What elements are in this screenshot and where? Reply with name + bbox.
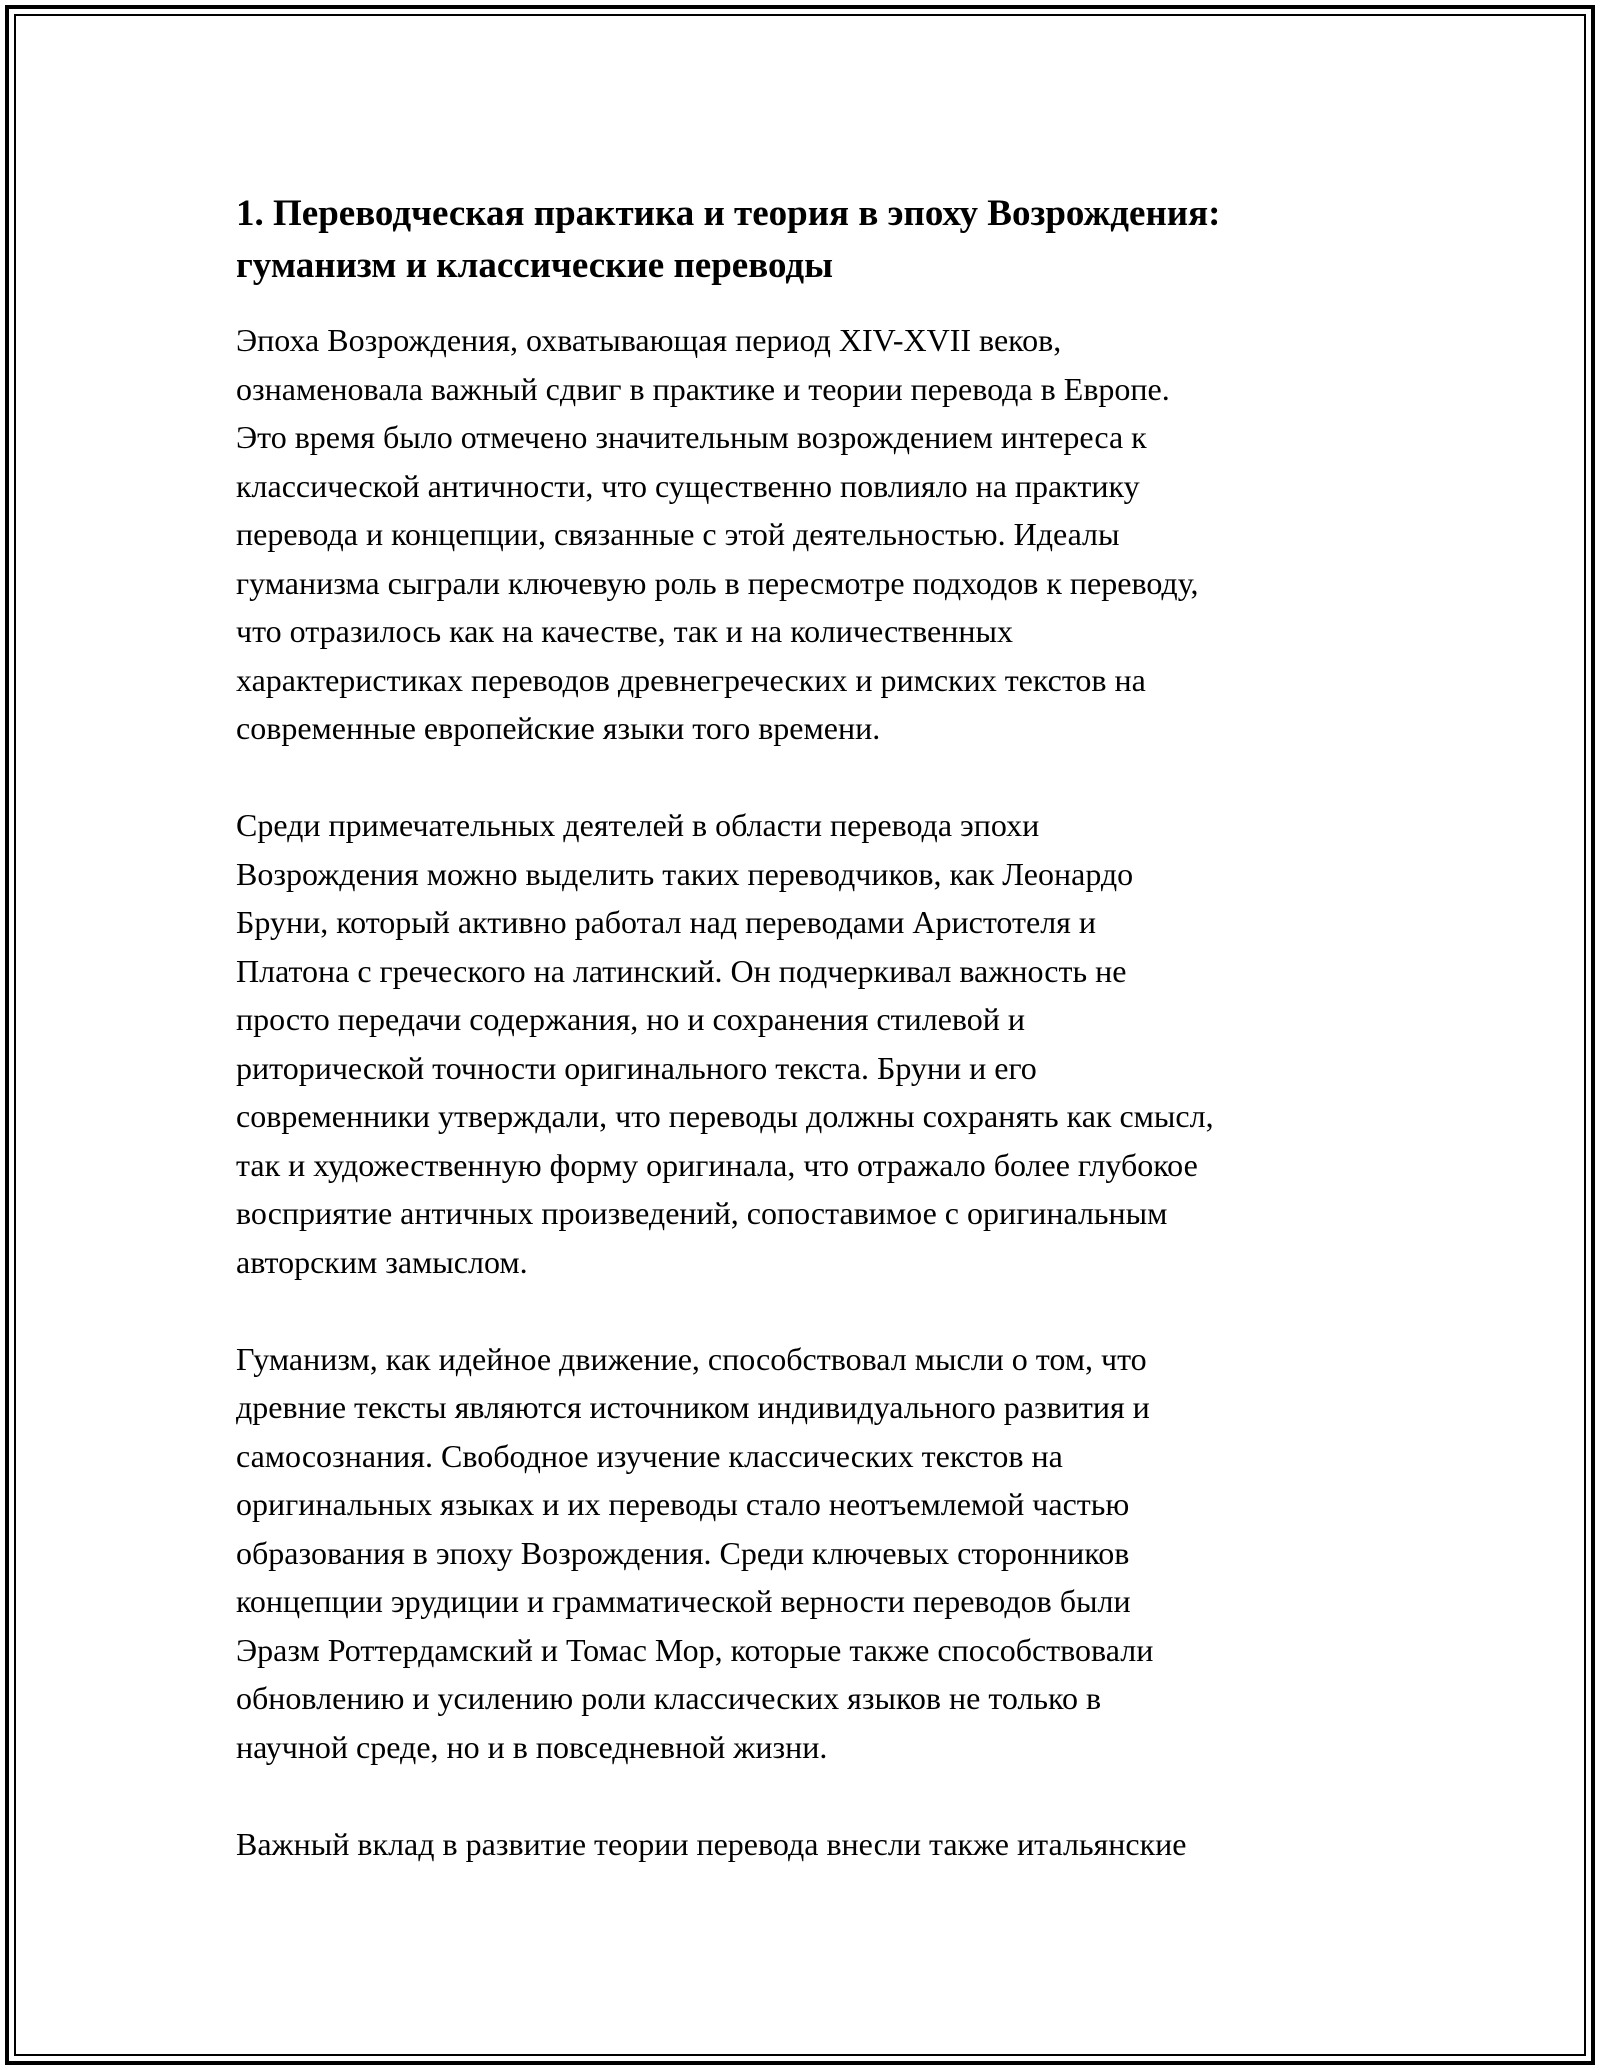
text-line: оригинальных языках и их переводы стало неотъемлемой частью bbox=[236, 1486, 1130, 1522]
text-line: образования в эпоху Возрождения. Среди ключевых сторонников bbox=[236, 1534, 1130, 1571]
text-line: концепции эрудиции и грамматической верности переводов были bbox=[236, 1583, 1131, 1619]
text-line: Среди примечательных деятелей в области перевода эпохи bbox=[236, 807, 1040, 843]
paragraph-gap bbox=[236, 753, 1386, 802]
heading-line: гуманизм и классические переводы bbox=[236, 245, 833, 286]
text-line: Эразм Роттердамский и Томас Мор, которые также способствовали bbox=[236, 1631, 1154, 1668]
paragraph-gap bbox=[236, 1771, 1386, 1820]
paragraph-2 bbox=[236, 801, 1386, 1286]
text-line: авторским замыслом. bbox=[236, 1243, 528, 1280]
text-line: характеристиках переводов древнегреческих и римских текстов на bbox=[236, 661, 1146, 698]
text-line: Бруни, который активно работал над переводами Аристотеля и bbox=[236, 904, 1096, 940]
text-line: классической античности, что существенно повлияло на практику bbox=[236, 467, 1140, 504]
text-line: Это время было отмечено значительным возрождением интереса к bbox=[236, 419, 1147, 455]
paragraph-gap bbox=[236, 1286, 1386, 1335]
text-line: Эпоха Возрождения, охватывающая период XIV-XVII веков, bbox=[236, 322, 1062, 358]
text-line: гуманизма сыграли ключевую роль в пересмотре подходов к переводу, bbox=[236, 564, 1199, 601]
paragraph-4 bbox=[236, 1820, 1386, 1869]
document-body bbox=[236, 188, 1386, 1868]
text-line: ознаменовала важный сдвиг в практике и теории перевода в Европе. bbox=[236, 370, 1170, 407]
text-line: риторической точности оригинального текста. Бруни и его bbox=[236, 1049, 1037, 1086]
text-line: самосознания. Свободное изучение классических текстов на bbox=[236, 1437, 1063, 1474]
text-line: современные европейские языки того времени. bbox=[236, 710, 881, 746]
text-line: научной среде, но и в повседневной жизни. bbox=[236, 1728, 828, 1765]
text-line: что отразилось как на качестве, так и на количественных bbox=[236, 613, 1013, 649]
paragraph-1 bbox=[236, 316, 1386, 753]
text-line: Платона с греческого на латинский. Он подчеркивал важность не bbox=[236, 952, 1127, 989]
text-line: просто передачи содержания, но и сохранения стилевой и bbox=[236, 1001, 1026, 1037]
text-line: перевода и концепции, связанные с этой деятельностью. Идеалы bbox=[236, 516, 1120, 552]
section-heading bbox=[236, 188, 1386, 292]
text-line: обновлению и усилению роли классических языков не только в bbox=[236, 1680, 1102, 1716]
text-line: современники утверждали, что переводы должны сохранять как смысл, bbox=[236, 1098, 1214, 1134]
text-line: древние тексты являются источником индивидуального развития и bbox=[236, 1389, 1150, 1425]
text-line: Возрождения можно выделить таких переводчиков, как Леонардо bbox=[236, 855, 1134, 892]
text-line: Важный вклад в развитие теории перевода внесли также итальянские bbox=[236, 1825, 1187, 1862]
text-line: так и художественную форму оригинала, что отражало более глубокое bbox=[236, 1146, 1198, 1183]
heading-line: 1. Переводческая практика и теория в эпоху Возрождения: bbox=[236, 193, 1221, 234]
text-line: Гуманизм, как идейное движение, способствовал мысли о том, что bbox=[236, 1340, 1147, 1377]
paragraph-3 bbox=[236, 1335, 1386, 1772]
text-line: восприятие античных произведений, сопоставимое с оригинальным bbox=[236, 1195, 1168, 1231]
